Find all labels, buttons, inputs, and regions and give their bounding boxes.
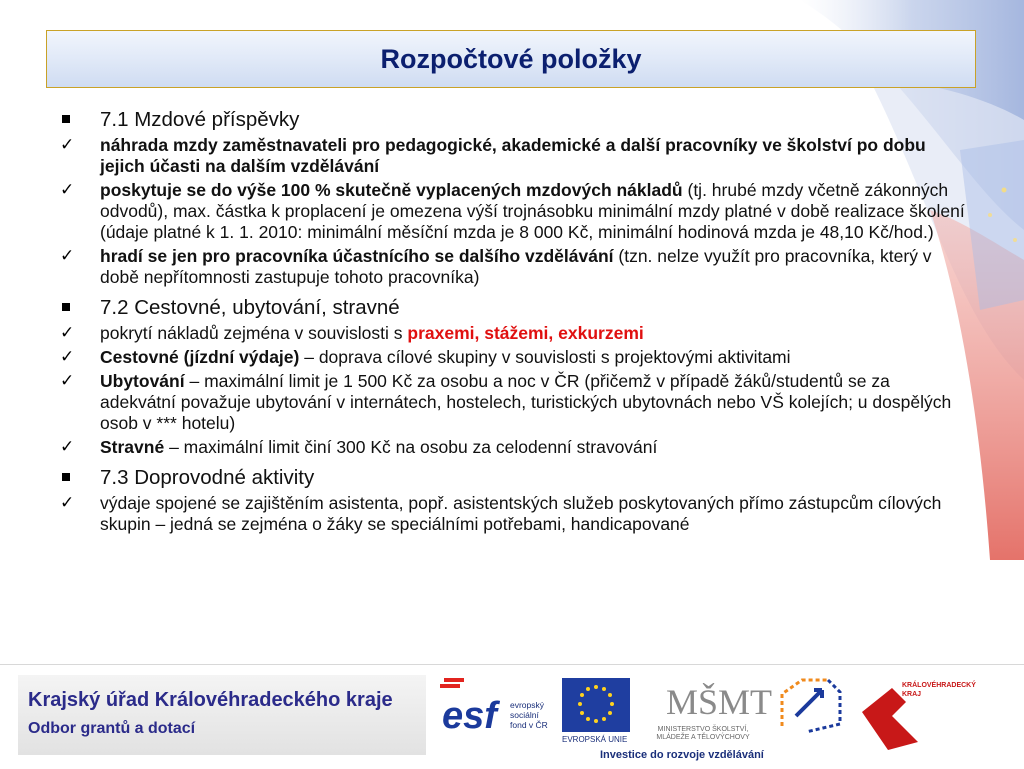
- item-bold-text: hradí se jen pro pracovníka účastnícího se dalšího vzdělávání: [100, 246, 614, 266]
- item-bold-text: poskytuje se do výše 100 % skutečně vyplacených mzdových nákladů: [100, 180, 683, 200]
- item-text: – maximální limit činí 300 Kč na osobu za celodenní stravování: [164, 437, 658, 457]
- section-heading-text: 7.2 Cestovné, ubytování, stravné: [100, 296, 400, 319]
- msmt-caption-line: MLÁDEŽE A TĚLOVÝCHOVY: [656, 734, 750, 741]
- esf-caption: [510, 700, 548, 730]
- slide-title-box: [46, 30, 976, 88]
- item-bold-text: Stravné: [100, 437, 165, 457]
- list-item: [60, 180, 965, 243]
- item-text: (tj. hrubé mzdy včetně zákonných odvodů), max. částka k proplacení je omezena výší trojnásobku minimální mzdy platné v době realizace školení (údaje platné k 1. 1. 2010: minimální měsíční mzda je 8 000 Kč, minimální hodinová mzda je 48,10 Kč/hod.): [100, 180, 965, 242]
- item-text: pokrytí nákladů zejména v souvislosti s: [100, 323, 408, 343]
- list-item: [60, 323, 965, 344]
- checkmark-icon: ✓: [60, 323, 75, 343]
- msmt-logo-icon: [660, 676, 773, 726]
- list-item: [60, 135, 965, 177]
- checkmark-icon: ✓: [60, 180, 75, 200]
- esf-mark: esf: [442, 695, 497, 737]
- list-item: [60, 437, 965, 458]
- checkmark-icon: ✓: [60, 135, 75, 155]
- square-bullet-icon: [62, 473, 70, 481]
- op-vk-logo-icon: [776, 676, 846, 736]
- esf-caption-line: sociální: [510, 710, 539, 720]
- slide-title: Rozpočtové položky: [380, 43, 642, 74]
- list-item: [60, 246, 965, 288]
- item-text: výdaje spojené se zajištěním asistenta, popř. asistentských služeb poskytovaných přímo zástupcům cílových skupin – jedná se zejména o žáky se speciálními potřebami, handicapované: [100, 493, 942, 534]
- eu-flag-icon: [562, 678, 630, 732]
- section-heading-text: 7.3 Doprovodné aktivity: [100, 466, 315, 489]
- esf-caption-line: evropský: [510, 700, 545, 710]
- kraj-department: Odbor grantů a dotací: [28, 720, 196, 737]
- esf-logo-icon: [440, 676, 510, 736]
- eu-caption: EVROPSKÁ UNIE: [562, 735, 628, 744]
- item-text: (tzn. nelze využít pro pracovníka, který v době nepřítomnosti zastupuje tohoto pracovníka): [100, 246, 932, 287]
- section-heading-text: 7.1 Mzdové příspěvky: [100, 108, 300, 131]
- square-bullet-icon: [62, 115, 70, 123]
- kh-caption: [902, 681, 976, 699]
- item-text: – maximální limit je 1 500 Kč za osobu a noc v ČR (přičemž v případě žáků/studentů se za adekvátní považuje ubytování v internátech, hostelech, turistických ubytovnách nebo VŠ kolejích; u dospělých osob v *** hotelu): [100, 371, 952, 433]
- checkmark-icon: ✓: [60, 371, 75, 391]
- item-bold-text: Cestovné (jízdní výdaje): [100, 347, 300, 367]
- kraj-logo-panel: [18, 675, 426, 755]
- checkmark-icon: ✓: [60, 437, 75, 457]
- list-item: [60, 371, 965, 434]
- list-item: [60, 347, 965, 368]
- kh-caption-line: KRAJ: [902, 691, 922, 698]
- msmt-caption-line: MINISTERSTVO ŠKOLSTVÍ,: [657, 726, 749, 733]
- item-text: – doprava cílové skupiny v souvislosti s projektovými aktivitami: [299, 347, 791, 367]
- checkmark-icon: ✓: [60, 347, 75, 367]
- kraj-name: Krajský úřad Královéhradeckého kraje: [28, 689, 393, 711]
- item-bold-text: náhrada mzdy zaměstnavateli pro pedagogické, akademické a další pracovníky ve školství po dobu jejich účasti na dalším vzdělávání: [100, 135, 926, 176]
- msmt-mark: MŠMT: [666, 682, 773, 722]
- checkmark-icon: ✓: [60, 246, 75, 266]
- square-bullet-icon: [62, 303, 70, 311]
- list-item: [60, 493, 965, 535]
- section-heading: [60, 466, 965, 490]
- section-heading: [60, 108, 965, 132]
- section-heading: [60, 296, 965, 320]
- item-bold-text: Ubytování: [100, 371, 185, 391]
- checkmark-icon: ✓: [60, 493, 75, 513]
- kh-caption-line: KRÁLOVÉHRADECKÝ: [902, 682, 976, 689]
- msmt-caption: [638, 726, 768, 742]
- item-highlight-text: praxemi, stážemi, exkurzemi: [407, 323, 644, 343]
- slide-content: [60, 108, 965, 538]
- invest-caption: Investice do rozvoje vzdělávání: [600, 749, 764, 761]
- esf-caption-line: fond v ČR: [510, 720, 548, 730]
